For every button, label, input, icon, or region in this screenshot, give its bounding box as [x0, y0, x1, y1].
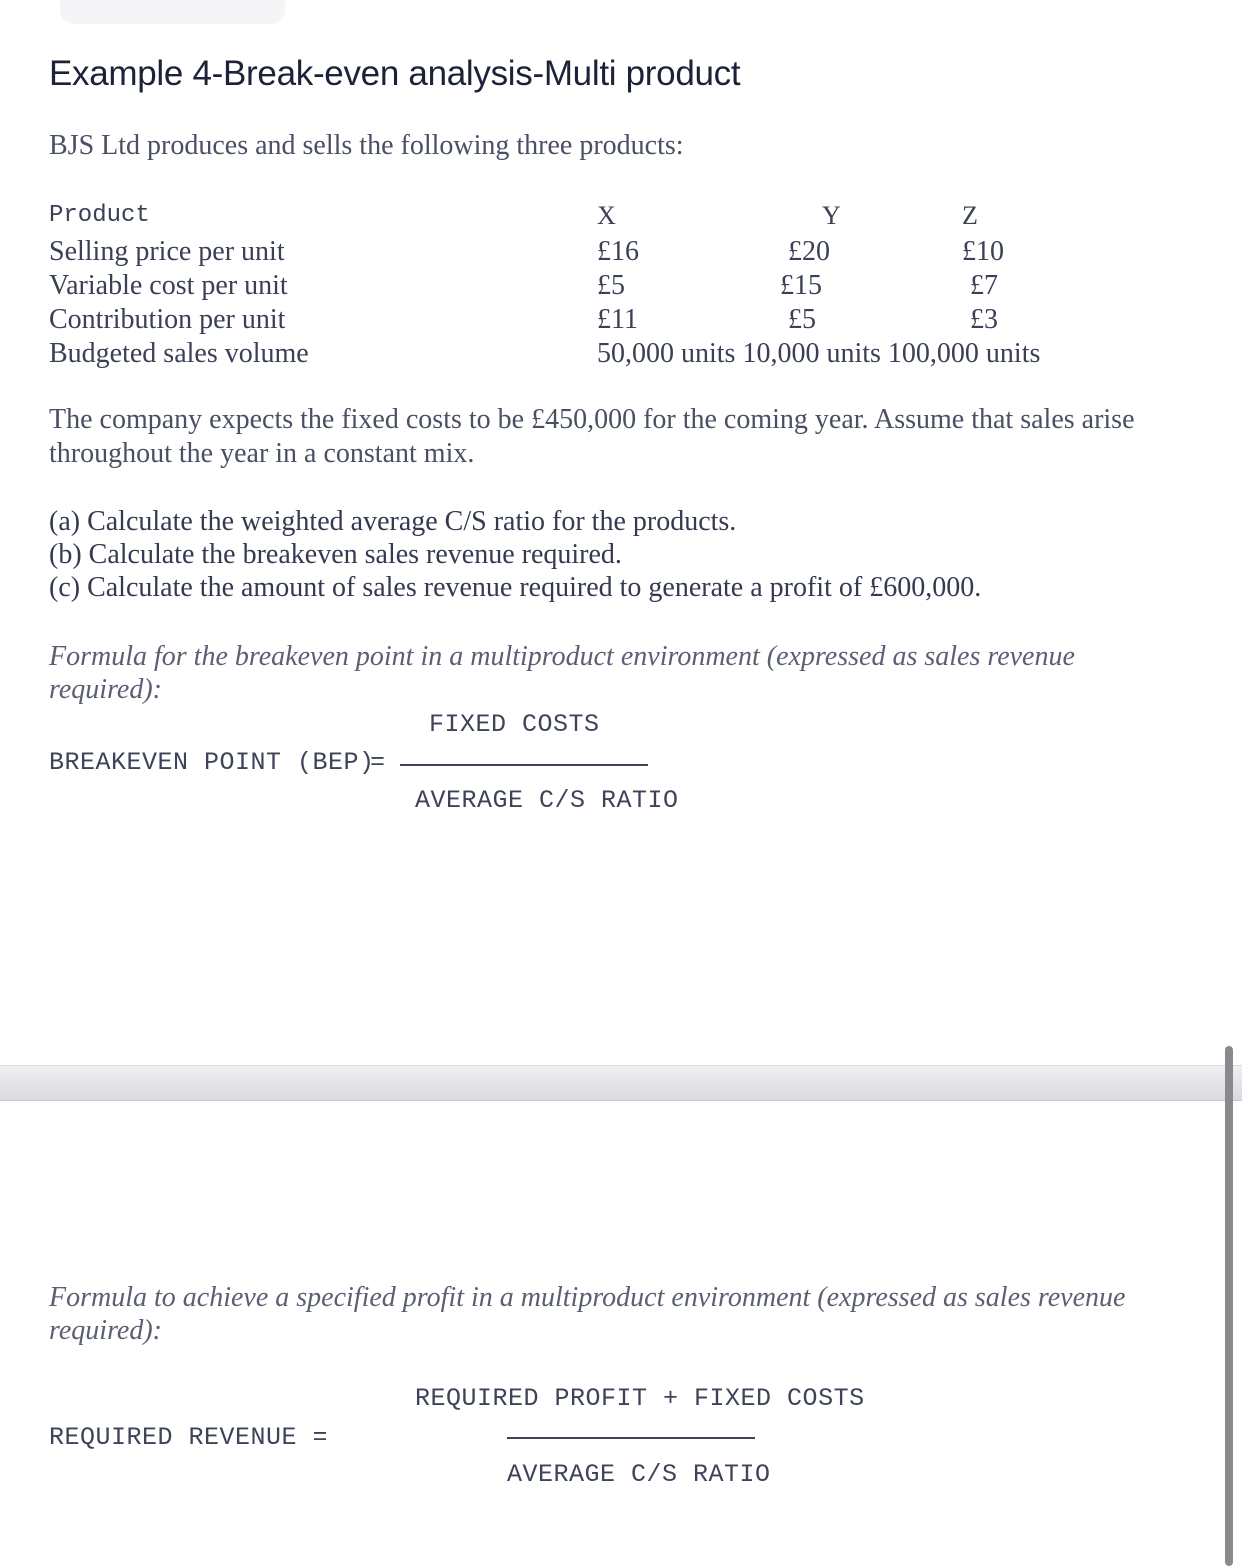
formula2-numerator: REQUIRED PROFIT + FIXED COSTS — [415, 1384, 865, 1413]
formula2-denominator: AVERAGE C/S RATIO — [507, 1460, 771, 1489]
table-header-z: Z — [962, 201, 978, 230]
table-cell-y: £20 — [788, 236, 830, 267]
formula1-denominator: AVERAGE C/S RATIO — [415, 786, 679, 815]
question-c: (c) Calculate the amount of sales revenue required to generate a profit of £600,000. — [49, 572, 982, 603]
table-header-x: X — [597, 201, 616, 230]
formula1-lhs: BREAKEVEN POINT (BEP) — [49, 748, 375, 777]
table-cell-volumes: 50,000 units 10,000 units 100,000 units — [597, 338, 1041, 369]
table-cell-z: £7 — [970, 270, 998, 301]
page-title: Example 4-Break-even analysis-Multi product — [49, 54, 741, 93]
table-header-y: Y — [822, 201, 841, 230]
table-cell-y: £15 — [780, 270, 822, 301]
table-row-label: Contribution per unit — [49, 304, 286, 335]
formula1-numerator: FIXED COSTS — [429, 710, 600, 739]
page-break-divider — [0, 1065, 1242, 1101]
vertical-scrollbar[interactable] — [1225, 1046, 1233, 1566]
formula2-lhs: REQUIRED REVENUE = — [49, 1423, 329, 1452]
assumption-paragraph: The company expects the fixed costs to be £450,000 for the coming year. Assume that sales arise throughout the year in a constant mix. — [49, 404, 1135, 469]
table-row-label: Variable cost per unit — [49, 270, 288, 301]
table-cell-x: £11 — [597, 304, 638, 335]
formula2-caption: Formula to achieve a specified profit in a multiproduct environment (expressed as sales revenue required): — [49, 1282, 1126, 1346]
top-tab-pill — [60, 0, 285, 24]
formula1-fraction-bar — [400, 764, 648, 766]
formula1-equals: = — [370, 748, 386, 777]
table-cell-x: £16 — [597, 236, 639, 267]
intro-text: BJS Ltd produces and sells the following three products: — [49, 130, 684, 161]
question-a: (a) Calculate the weighted average C/S ratio for the products. — [49, 506, 737, 537]
table-header-label: Product — [49, 202, 150, 229]
table-cell-x: £5 — [597, 270, 625, 301]
question-b: (b) Calculate the breakeven sales revenue required. — [49, 539, 622, 570]
formula2-fraction-bar — [507, 1437, 755, 1439]
table-cell-z: £3 — [970, 304, 998, 335]
formula1-caption: Formula for the breakeven point in a multiproduct environment (expressed as sales revenue required): — [49, 641, 1075, 705]
table-row-label: Selling price per unit — [49, 236, 285, 267]
table-cell-z: £10 — [962, 236, 1004, 267]
table-row-label: Budgeted sales volume — [49, 338, 309, 369]
table-cell-y: £5 — [788, 304, 816, 335]
